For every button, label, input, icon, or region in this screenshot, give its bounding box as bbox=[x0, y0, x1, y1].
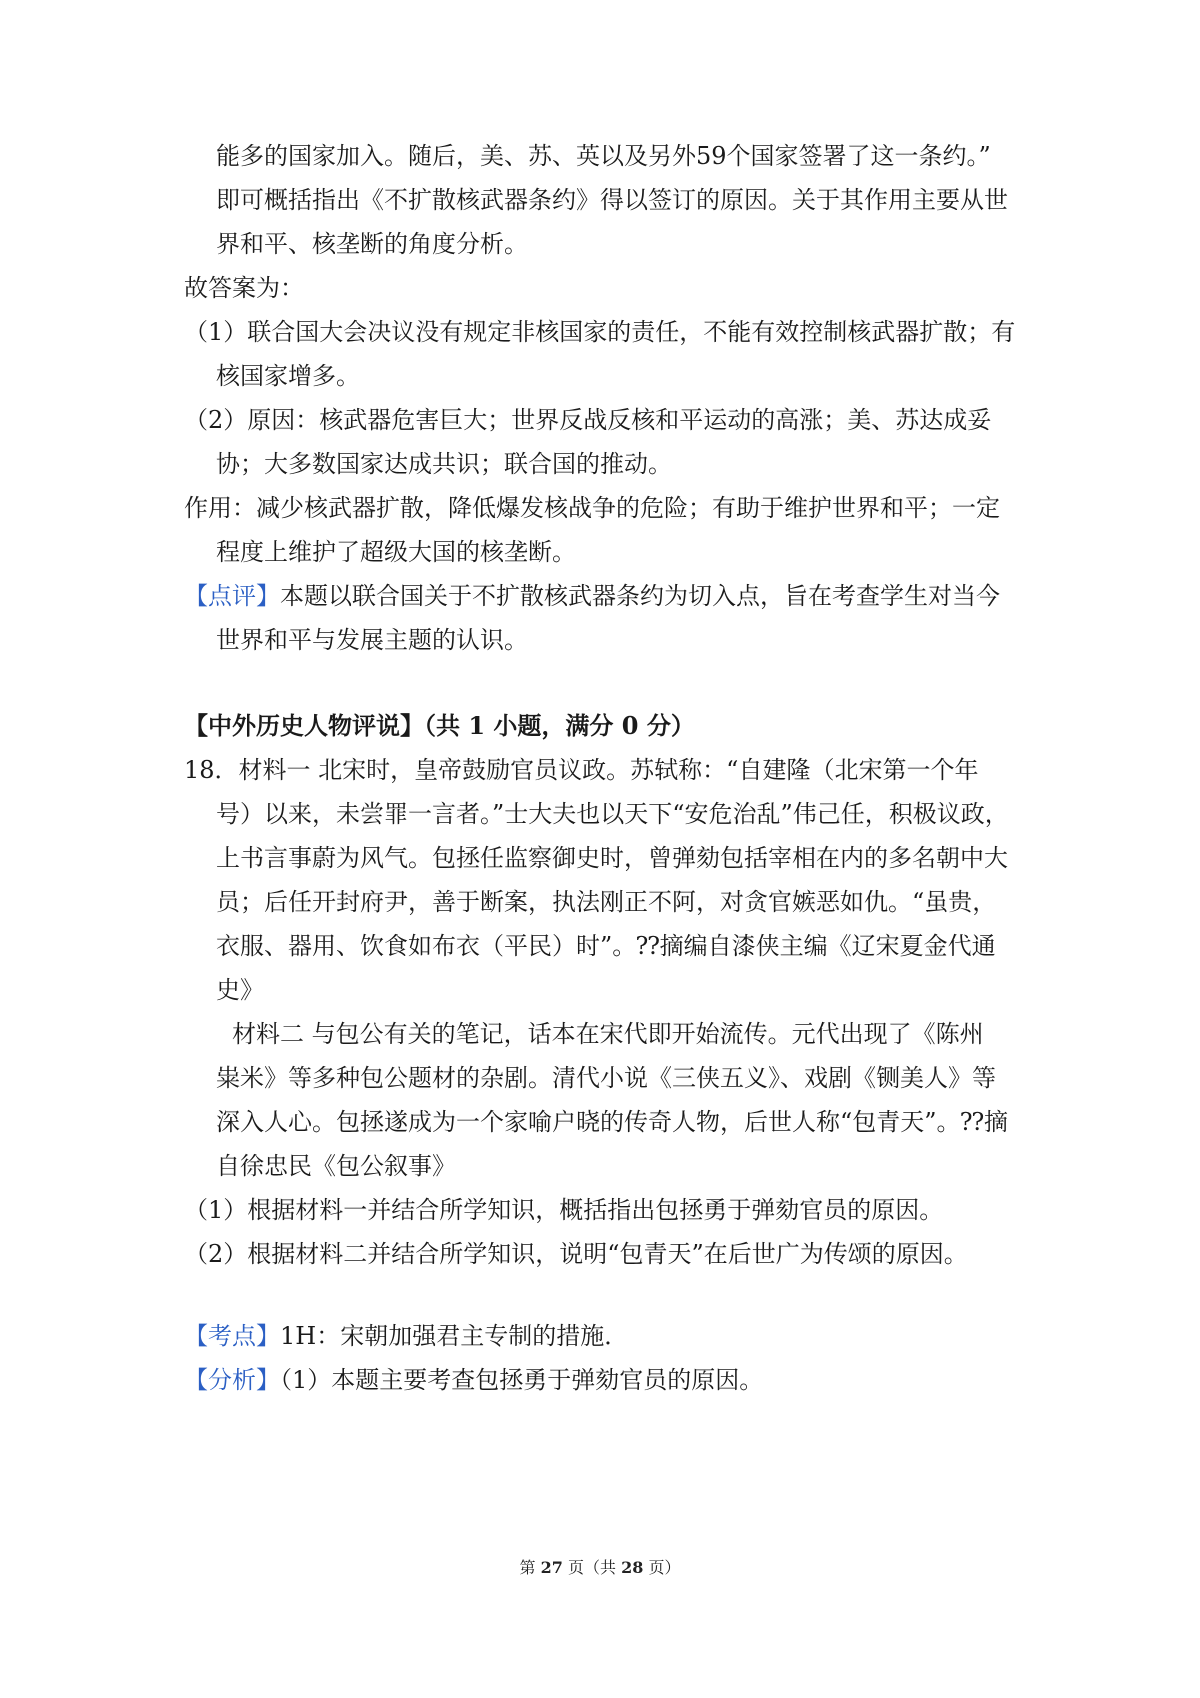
question-18-line: 号）以来，未尝罪一言者。”士大夫也以天下“安危治乱”伟己任，积极议政， bbox=[216, 800, 1009, 828]
answer-2-line: 协；大多数国家达成共识；联合国的推动。 bbox=[216, 450, 672, 478]
fenxi-line bbox=[184, 1364, 763, 1396]
comment-line bbox=[184, 580, 1000, 612]
footer-middle: 页（共 bbox=[562, 1558, 622, 1577]
footer-page-number: 27 bbox=[540, 1558, 563, 1577]
section-title: 【中外历史人物评说】 bbox=[184, 711, 424, 740]
section-heading bbox=[184, 710, 695, 742]
effect-line: 作用：减少核武器扩散，降低爆发核战争的危险；有助于维护世界和平；一定 bbox=[184, 494, 1000, 522]
sub-question-2: （2）根据材料二并结合所学知识，说明“包青天”在后世广为传颂的原因。 bbox=[184, 1240, 968, 1268]
footer-suffix: 页） bbox=[643, 1558, 681, 1577]
answer-2-line: （2）原因：核武器危害巨大；世界反战反核和平运动的高涨；美、苏达成妥 bbox=[184, 406, 992, 434]
answer-1-line: 核国家增多。 bbox=[216, 362, 360, 390]
material-2-line: 粜米》等多种包公题材的杂剧。清代小说《三侠五义》、戏剧《铡美人》等 bbox=[216, 1064, 996, 1092]
kaodian-tag: 【考点】 bbox=[184, 1322, 280, 1350]
text-line: 界和平、核垄断的角度分析。 bbox=[216, 230, 528, 258]
comment-line: 世界和平与发展主题的认识。 bbox=[216, 626, 528, 654]
text-line: 即可概括指出《不扩散核武器条约》得以签订的原因。关于其作用主要从世 bbox=[216, 186, 1008, 214]
material-2-line: 自徐忠民《包公叙事》 bbox=[216, 1152, 456, 1180]
fenxi-text: （1）本题主要考查包拯勇于弹劾官员的原因。 bbox=[280, 1366, 764, 1394]
kaodian-text: 1H：宋朝加强君主专制的措施． bbox=[280, 1322, 629, 1350]
material-2-line: 材料二 与包公有关的笔记，话本在宋代即开始流传。元代出现了《陈州 bbox=[232, 1020, 984, 1048]
question-18-line: 衣服、器用、饮食如布衣（平民）时”。⁇摘编自漆侠主编《辽宋夏金代通 bbox=[216, 932, 996, 960]
sub-question-1: （1）根据材料一并结合所学知识，概括指出包拯勇于弹劾官员的原因。 bbox=[184, 1196, 944, 1224]
question-18-line: 史》 bbox=[216, 976, 264, 1004]
effect-line: 程度上维护了超级大国的核垄断。 bbox=[216, 538, 576, 566]
page-footer bbox=[0, 1557, 1200, 1579]
text-line: 能多的国家加入。随后，美、苏、英以及另外59个国家签署了这一条约。” bbox=[216, 142, 991, 170]
footer-total-pages: 28 bbox=[621, 1558, 644, 1577]
question-text: 材料一 北宋时，皇帝鼓励官员议政。苏轼称：“自建隆（北宋第一个年 bbox=[238, 756, 979, 784]
comment-tag: 【点评】 bbox=[184, 582, 280, 610]
answer-lead: 故答案为： bbox=[184, 274, 304, 302]
question-18-line: 员；后任开封府尹，善于断案，执法刚正不阿，对贪官嫉恶如仇。“虽贵， bbox=[216, 888, 997, 916]
question-18-line bbox=[184, 754, 978, 786]
kaodian-line bbox=[184, 1320, 628, 1352]
question-18-line: 上书言事蔚为风气。包拯任监察御史时，曾弹劾包括宰相在内的多名朝中大 bbox=[216, 844, 1008, 872]
material-2-line: 深入人心。包拯遂成为一个家喻户晓的传奇人物，后世人称“包青天”。⁇摘 bbox=[216, 1108, 1008, 1136]
fenxi-tag: 【分析】 bbox=[184, 1366, 280, 1394]
section-meta: （共 1 小题，满分 0 分） bbox=[424, 711, 695, 740]
comment-text: 本题以联合国关于不扩散核武器条约为切入点，旨在考查学生对当今 bbox=[280, 582, 1000, 610]
footer-prefix: 第 bbox=[519, 1558, 541, 1577]
answer-1-line: （1）联合国大会决议没有规定非核国家的责任，不能有效控制核武器扩散；有 bbox=[184, 318, 1016, 346]
question-number: 18． bbox=[184, 756, 239, 784]
